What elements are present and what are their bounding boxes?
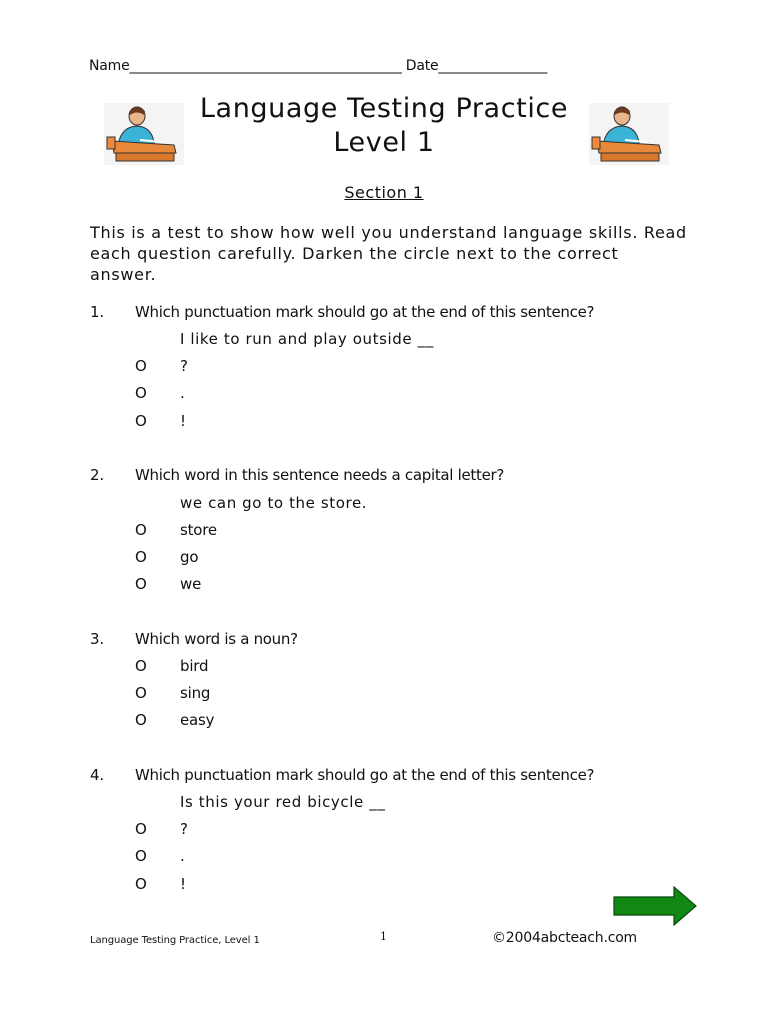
question-sample: I like to run and play outside __ — [180, 330, 434, 348]
question-number: 4. — [90, 766, 104, 784]
page-number: 1 — [380, 930, 387, 943]
question-number: 2. — [90, 466, 104, 484]
answer-circle[interactable]: O — [135, 575, 147, 593]
name-date-line: Name________________________________________ Date________________ — [89, 58, 548, 74]
answer-circle[interactable]: O — [135, 384, 147, 402]
title-line-2: Level 1 — [333, 127, 435, 158]
answer-option: store — [180, 521, 217, 539]
answer-circle[interactable]: O — [135, 521, 147, 539]
copyright: ©2004abcteach.com — [492, 930, 637, 946]
answer-option: bird — [180, 657, 209, 675]
answer-option: go — [180, 548, 199, 566]
answer-circle[interactable]: O — [135, 847, 147, 865]
answer-option: ! — [180, 412, 186, 430]
question-text: Which word in this sentence needs a capital letter? — [135, 466, 505, 484]
answer-circle[interactable]: O — [135, 711, 147, 729]
footer-title: Language Testing Practice, Level 1 — [90, 935, 260, 946]
answer-option: sing — [180, 684, 211, 702]
answer-circle[interactable]: O — [135, 548, 147, 566]
answer-circle[interactable]: O — [135, 875, 147, 893]
section-label: Section 1 — [344, 183, 424, 202]
answer-circle[interactable]: O — [135, 657, 147, 675]
question-text: Which punctuation mark should go at the end of this sentence? — [135, 303, 595, 321]
answer-option: ? — [180, 357, 188, 375]
worksheet-title — [180, 92, 588, 160]
next-page-arrow-icon[interactable] — [612, 886, 700, 926]
student-at-desk-icon — [589, 103, 669, 165]
answer-option: . — [180, 384, 185, 402]
answer-circle[interactable]: O — [135, 357, 147, 375]
instructions: This is a test to show how well you understand language skills. Read each question carefully. Darken the circle next to the correct answer. — [90, 223, 687, 284]
answer-circle[interactable]: O — [135, 684, 147, 702]
question-sample: we can go to the store. — [180, 494, 368, 512]
question-number: 3. — [90, 630, 104, 648]
title-line-1: Language Testing Practice — [199, 93, 569, 124]
answer-circle[interactable]: O — [135, 412, 147, 430]
section-heading — [0, 183, 768, 202]
answer-option: we — [180, 575, 202, 593]
answer-circle[interactable]: O — [135, 820, 147, 838]
answer-option: ? — [180, 820, 188, 838]
answer-option: easy — [180, 711, 215, 729]
question-text: Which punctuation mark should go at the end of this sentence? — [135, 766, 595, 784]
question-number: 1. — [90, 303, 104, 321]
student-at-desk-icon — [104, 103, 184, 165]
answer-option: ! — [180, 875, 186, 893]
question-sample: Is this your red bicycle __ — [180, 793, 386, 811]
answer-option: . — [180, 847, 185, 865]
question-text: Which word is a noun? — [135, 630, 298, 648]
